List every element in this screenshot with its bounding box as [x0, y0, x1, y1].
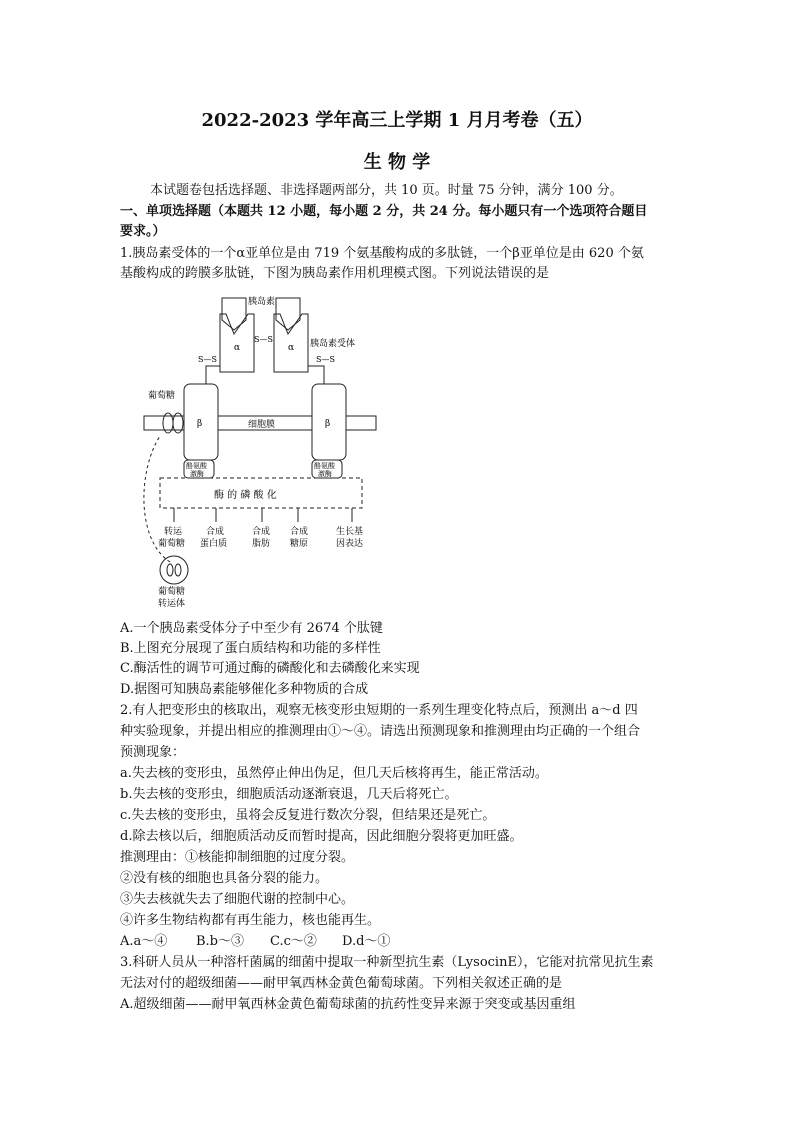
output-2-line1: 合成 [206, 527, 225, 537]
q2-reason-3: ③失去核就失去了细胞代谢的控制中心。 [120, 892, 355, 907]
membrane-label: 细胞膜 [248, 420, 276, 430]
insulin-mechanism-figure [130, 290, 390, 610]
q1-option-c: C.酶活性的调节可通过酶的磷酸化和去磷酸化来实现 [120, 661, 420, 676]
kinase-label-left-2: 激酶 [190, 470, 204, 478]
output-5-line1: 生长基 [336, 527, 364, 537]
q2-stem-cont: 种实验现象，并提出相应的推测理由①～④。请选出预测现象和推测理由均正确的一个组合 [120, 724, 641, 739]
q2-reason-4: ④许多生物结构都有再生能力，核也能再生。 [120, 913, 381, 928]
q2-phenomenon-d: d.除去核以后，细胞质活动反而暂时提高，因此细胞分裂将更加旺盛。 [120, 829, 523, 844]
q1-stem: 1.胰岛素受体的一个α亚单位是由 719 个氨基酸构成的多肽链，一个β亚单位是由 620 个氨 [120, 246, 644, 261]
phosphorylation-label: 酶 的 磷 酸 化 [214, 490, 277, 501]
q2-reason-2: ②没有核的细胞也具备分裂的能力。 [120, 871, 329, 886]
q3-option-a: A.超级细菌——耐甲氧西林金黄色葡萄球菌的抗药性变异来源于突变或基因重组 [120, 997, 576, 1012]
output-2-line2: 蛋白质 [200, 539, 228, 549]
alpha-label-right: α [288, 343, 295, 353]
kinase-label-right: 酪氨酸 [314, 462, 335, 470]
beta-label-right: β [325, 419, 331, 429]
intro-text: 本试题卷包括选择题、非选择题两部分，共 10 页。时量 75 分钟，满分 100 分。 [150, 183, 623, 198]
q3-stem: 3.科研人员从一种溶杆菌属的细菌中提取一种新型抗生素（LysocinE），它能对抗常见抗生素 [120, 955, 654, 970]
insulin-label: 胰岛素 [248, 297, 276, 307]
transporter-label-2: 转运体 [158, 599, 186, 609]
transporter-label-1: 葡萄糖 [158, 587, 186, 597]
ss-link-right [308, 366, 324, 384]
receptor-label: 胰岛素受体 [310, 339, 356, 349]
ss-label-right: S—S [316, 355, 335, 364]
q2-phenomenon-b: b.失去核的变形虫，细胞质活动逐渐衰退，几天后将死亡。 [120, 787, 458, 802]
q2-option-d: D.d～① [342, 934, 391, 949]
section-heading-cont: 要求。） [120, 224, 166, 239]
q2-phenomenon-c: c.失去核的变形虫，虽将会反复进行数次分裂，但结果还是死亡。 [120, 808, 496, 823]
q2-stem: 2.有人把变形虫的核取出，观察无核变形虫短期的一系列生理变化特点后，预测出 a～d 四 [120, 703, 638, 718]
output-1-line2: 葡萄糖 [158, 539, 186, 549]
transporter-oval [175, 564, 181, 576]
exam-title: 2022-2023 学年高三上学期 1 月月考卷（五） [201, 110, 593, 131]
q2-option-b: B.b～③ [196, 934, 245, 949]
q2-reason-1: 推测理由：①核能抑制细胞的过度分裂。 [120, 850, 355, 865]
q3-stem-cont: 无法对付的超级细菌——耐甲氧西林金黄色葡萄球菌。下列相关叙述正确的是 [120, 976, 563, 991]
q2-option-a: A.a～④ [120, 934, 168, 949]
q1-option-a: A.一个胰岛素受体分子中至少有 2674 个肽键 [120, 621, 383, 636]
kinase-label-left: 酪氨酸 [186, 462, 207, 470]
q1-stem-cont: 基酸构成的跨膜多肽链，下图为胰岛素作用机理模式图。下列说法错误的是 [120, 266, 550, 281]
ss-label-left: S—S [198, 355, 217, 364]
alpha-label-left: α [234, 343, 241, 353]
transporter-circle [160, 556, 188, 584]
q1-option-d: D.据图可知胰岛素能够催化多种物质的合成 [120, 682, 369, 697]
output-4-line1: 合成 [290, 527, 309, 537]
output-4-line2: 糖原 [290, 539, 309, 549]
transporter-oval [167, 564, 173, 576]
kinase-label-right-2: 激酶 [318, 470, 332, 478]
glucose-label: 葡萄糖 [148, 391, 176, 401]
q2-phenomenon-a: a.失去核的变形虫，虽然停止伸出伪足，但几天后核将再生，能正常活动。 [120, 766, 548, 781]
output-3-line2: 脂肪 [252, 539, 271, 549]
section-heading: 一、单项选择题（本题共 12 小题，每小题 2 分，共 24 分。每小题只有一个选项符合题目 [120, 204, 648, 219]
q2-option-c: C.c～② [270, 934, 317, 949]
ss-link-left [206, 366, 220, 384]
q2-stem-cont2: 预测现象： [120, 745, 186, 760]
subject-title: 生 物 学 [363, 152, 431, 173]
output-1-line1: 转运 [164, 527, 183, 537]
beta-label-left: β [197, 419, 203, 429]
output-5-line2: 因表达 [336, 539, 364, 549]
ss-label: S—S [254, 335, 273, 344]
q1-option-b: B.上图充分展现了蛋白质结构和功能的多样性 [120, 641, 381, 656]
output-3-line1: 合成 [252, 527, 271, 537]
